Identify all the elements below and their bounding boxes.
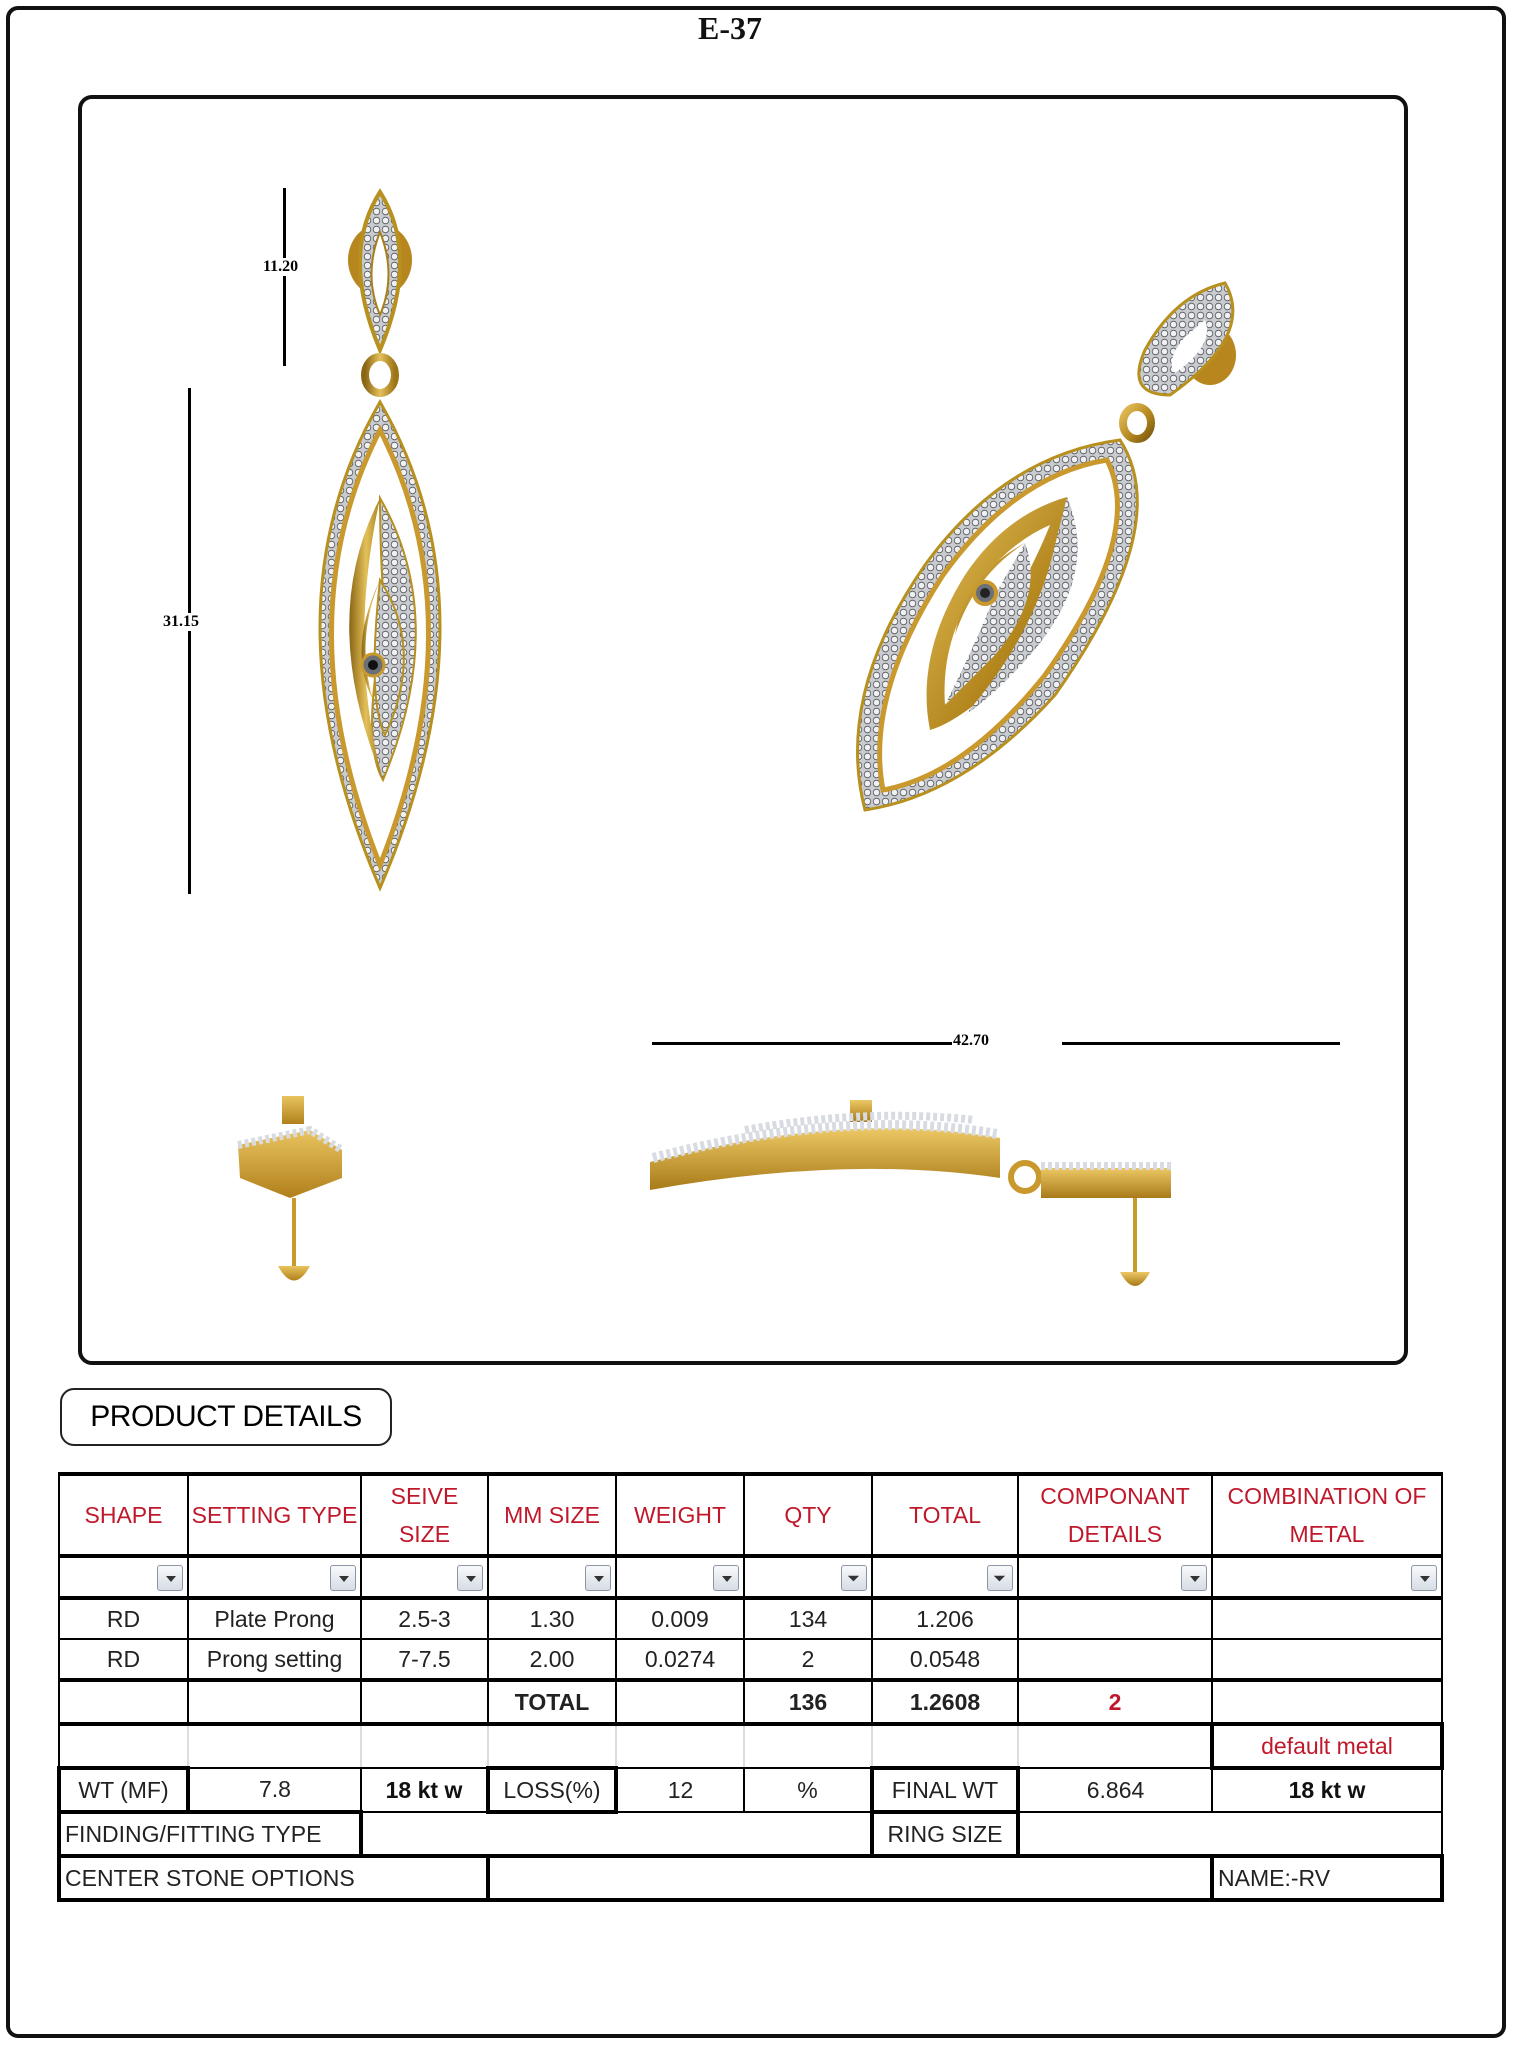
metal-value[interactable]: 18 kt w bbox=[361, 1768, 488, 1812]
loss-value[interactable]: 12 bbox=[616, 1768, 744, 1812]
cell-weight[interactable]: 0.0274 bbox=[616, 1639, 744, 1680]
wt-mf-value[interactable]: 7.8 bbox=[188, 1768, 361, 1812]
column-header-combination-of-metal: COMBINATION OF METAL bbox=[1212, 1474, 1442, 1556]
document-code: E-37 bbox=[698, 10, 762, 46]
filter-dropdown-setting-type[interactable] bbox=[330, 1565, 356, 1591]
column-header-qty: QTY bbox=[744, 1474, 872, 1556]
table-header-row bbox=[59, 1474, 1442, 1556]
earring-side-view-short bbox=[230, 1090, 370, 1300]
filter-funnel-icon: ⏷ bbox=[848, 1569, 860, 1586]
filter-active-total[interactable] bbox=[987, 1565, 1013, 1591]
filter-dropdown-weight[interactable] bbox=[713, 1565, 739, 1591]
cell-shape[interactable]: RD bbox=[59, 1598, 188, 1639]
total-componant: 2 bbox=[1018, 1680, 1212, 1724]
column-header-componant-details: COMPONANT DETAILS bbox=[1018, 1474, 1212, 1556]
chevron-down-icon bbox=[722, 1576, 732, 1582]
chevron-down-icon bbox=[466, 1576, 476, 1582]
table-row bbox=[59, 1598, 1442, 1639]
ring-size-value[interactable] bbox=[1018, 1812, 1442, 1856]
earring-front-view bbox=[255, 180, 505, 900]
cell-weight[interactable]: 0.009 bbox=[616, 1598, 744, 1639]
cell-total[interactable]: 1.206 bbox=[872, 1598, 1018, 1639]
earring-side-view-long bbox=[645, 1090, 1345, 1310]
filter-dropdown-mm-size[interactable] bbox=[585, 1565, 611, 1591]
cell-mm-size[interactable]: 2.00 bbox=[488, 1639, 616, 1680]
chevron-down-icon bbox=[1420, 1576, 1430, 1582]
finding-fitting-type-value[interactable] bbox=[361, 1812, 872, 1856]
center-stone-options-label: CENTER STONE OPTIONS bbox=[59, 1856, 488, 1900]
filter-dropdown-componant-details[interactable] bbox=[1181, 1565, 1207, 1591]
final-wt-label: FINAL WT bbox=[872, 1768, 1018, 1812]
dimension-line-side-length-right bbox=[1062, 1042, 1340, 1045]
chevron-down-icon bbox=[1190, 1576, 1200, 1582]
column-header-shape: SHAPE bbox=[59, 1474, 188, 1556]
dimension-label-top-drop: 11.20 bbox=[263, 258, 299, 275]
finding-fitting-type-label: FINDING/FITTING TYPE bbox=[59, 1812, 361, 1856]
filter-active-qty[interactable] bbox=[841, 1565, 867, 1591]
chevron-down-icon bbox=[339, 1576, 349, 1582]
dimension-label-main-drop: 31.15 bbox=[163, 613, 199, 630]
filter-dropdown-shape[interactable] bbox=[157, 1565, 183, 1591]
loss-unit: % bbox=[744, 1768, 872, 1812]
cell-mm-size[interactable]: 1.30 bbox=[488, 1598, 616, 1639]
finding-row bbox=[59, 1812, 1442, 1856]
cell-seive-size[interactable]: 7-7.5 bbox=[361, 1639, 488, 1680]
ring-size-label: RING SIZE bbox=[872, 1812, 1018, 1856]
loss-label: LOSS(%) bbox=[488, 1768, 616, 1812]
total-row bbox=[59, 1680, 1442, 1724]
default-metal-row bbox=[59, 1724, 1442, 1768]
total-label: TOTAL bbox=[488, 1680, 616, 1724]
cell-qty[interactable]: 2 bbox=[744, 1639, 872, 1680]
filter-dropdown-seive-size[interactable] bbox=[457, 1565, 483, 1591]
cell-seive-size[interactable]: 2.5-3 bbox=[361, 1598, 488, 1639]
filter-funnel-icon: ⏷ bbox=[994, 1569, 1006, 1586]
cell-componant[interactable] bbox=[1018, 1639, 1212, 1680]
cell-setting-type[interactable]: Prong setting bbox=[188, 1639, 361, 1680]
column-header-mm-size: MM SIZE bbox=[488, 1474, 616, 1556]
final-wt-value[interactable]: 6.864 bbox=[1018, 1768, 1212, 1812]
designer-name: NAME:-RV bbox=[1212, 1856, 1442, 1900]
cell-setting-type[interactable]: Plate Prong bbox=[188, 1598, 361, 1639]
table-row bbox=[59, 1639, 1442, 1680]
product-details-table bbox=[57, 1472, 1444, 1902]
dimension-line-main-drop bbox=[188, 388, 191, 894]
cell-shape[interactable]: RD bbox=[59, 1639, 188, 1680]
total-weight: 1.2608 bbox=[872, 1680, 1018, 1724]
dimension-label-side-length: 42.70 bbox=[953, 1032, 989, 1049]
cell-qty[interactable]: 134 bbox=[744, 1598, 872, 1639]
cell-componant[interactable] bbox=[1018, 1598, 1212, 1639]
dimension-line-side-length-left bbox=[652, 1042, 952, 1045]
center-stone-row bbox=[59, 1856, 1442, 1900]
center-stone-options-value[interactable] bbox=[488, 1856, 1212, 1900]
chevron-down-icon bbox=[166, 1576, 176, 1582]
filter-dropdown-combination-of-metal[interactable] bbox=[1411, 1565, 1437, 1591]
chevron-down-icon bbox=[594, 1576, 604, 1582]
filter-row bbox=[59, 1556, 1442, 1598]
product-details-title: PRODUCT DETAILS bbox=[60, 1388, 392, 1446]
final-metal-value[interactable]: 18 kt w bbox=[1212, 1768, 1442, 1812]
column-header-total: TOTAL bbox=[872, 1474, 1018, 1556]
wt-mf-label: WT (MF) bbox=[59, 1768, 188, 1812]
column-header-weight: WEIGHT bbox=[616, 1474, 744, 1556]
column-header-setting-type: SETTING TYPE bbox=[188, 1474, 361, 1556]
cell-metal[interactable] bbox=[1212, 1639, 1442, 1680]
column-header-seive-size: SEIVE SIZE bbox=[361, 1474, 488, 1556]
default-metal-cell[interactable]: default metal bbox=[1212, 1724, 1442, 1768]
earring-angled-view bbox=[845, 275, 1265, 815]
total-qty: 136 bbox=[744, 1680, 872, 1724]
cell-total[interactable]: 0.0548 bbox=[872, 1639, 1018, 1680]
cell-metal[interactable] bbox=[1212, 1598, 1442, 1639]
weight-row bbox=[59, 1768, 1442, 1812]
